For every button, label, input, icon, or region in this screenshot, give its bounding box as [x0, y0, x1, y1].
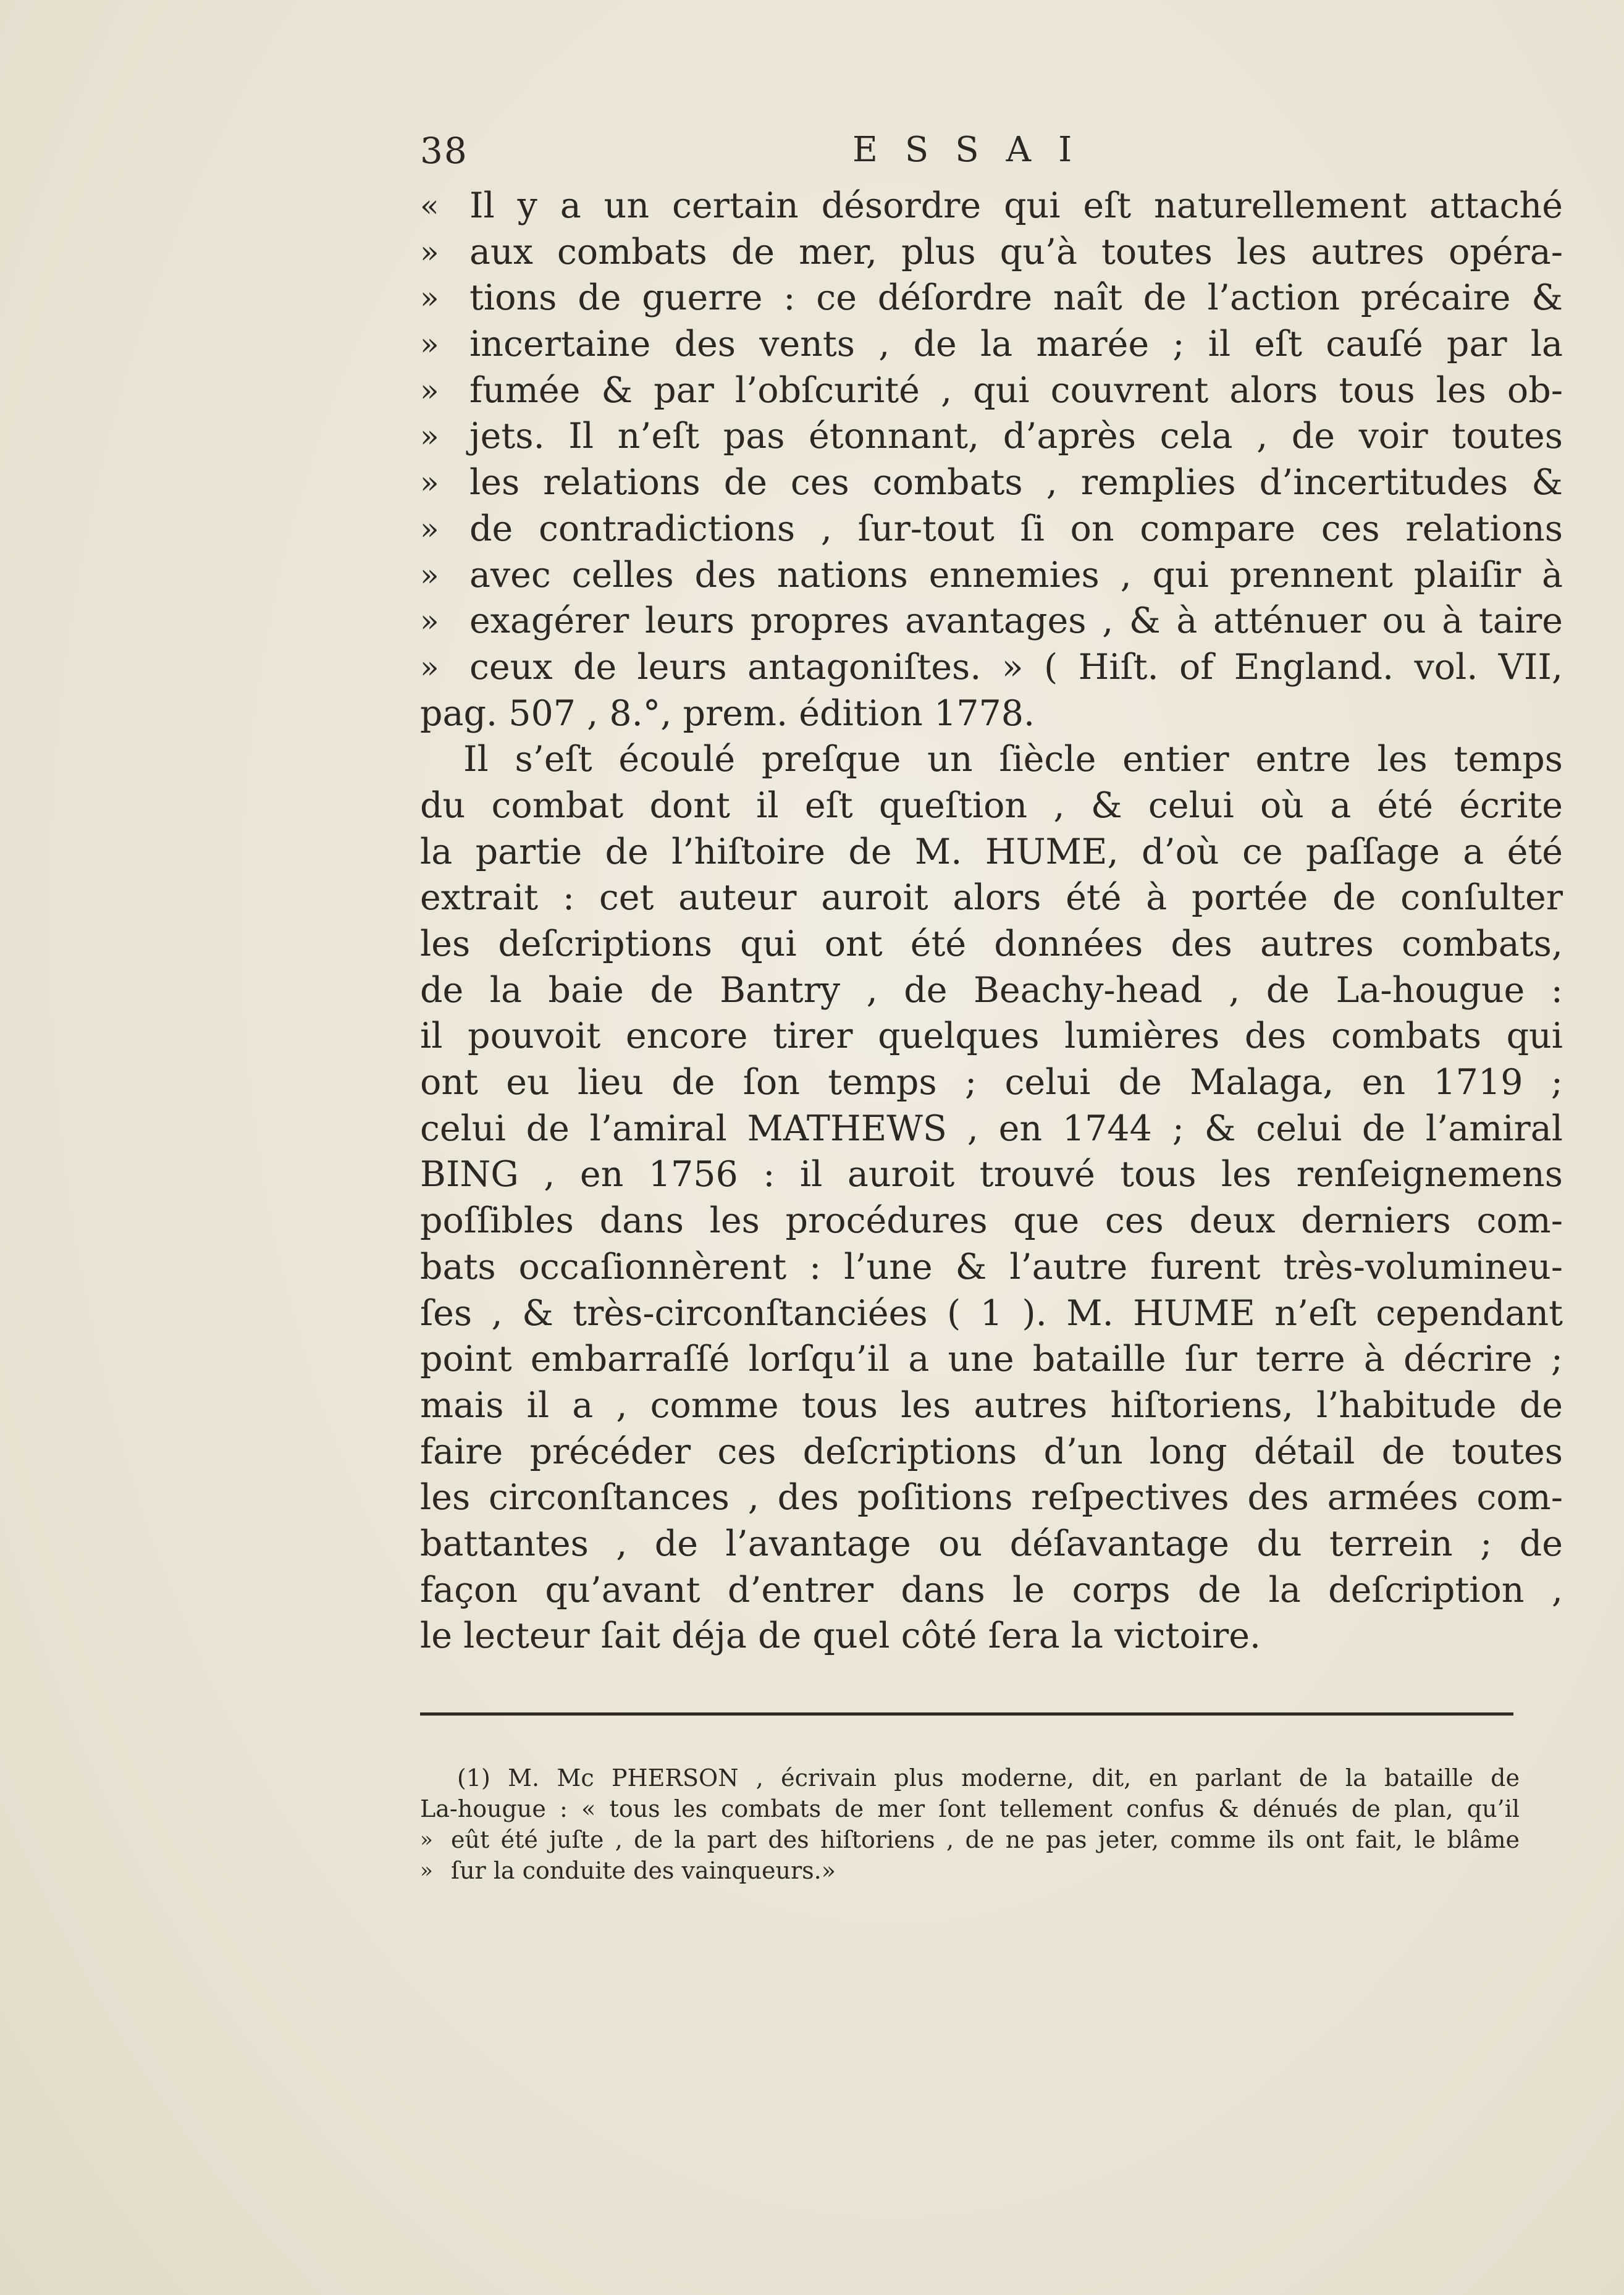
text-line — [420, 1106, 1563, 1152]
quote-text: fumée & par l’obſcurité , qui couvrent alors tous les ob- — [469, 369, 1563, 411]
text-line — [420, 644, 1563, 691]
footnote-text: ſur la conduite des vainqueurs.» — [451, 1857, 836, 1884]
quote-text: les relations de ces combats , remplies d’incertitudes & — [469, 462, 1563, 503]
quote-mark: » — [420, 465, 439, 501]
text-line — [420, 321, 1563, 368]
paragraph-text: BING , en 1756 : il auroit trouvé tous les renſeignemens — [420, 1154, 1563, 1195]
paragraph-text: poſſibles dans les procédures que ces deux derniers com- — [420, 1200, 1563, 1242]
text-line — [420, 368, 1563, 414]
footnote — [420, 1762, 1520, 1886]
text-line — [420, 1613, 1563, 1659]
text-line — [420, 1567, 1563, 1614]
text-line — [420, 1244, 1563, 1291]
text-line — [420, 1475, 1563, 1521]
text-line — [420, 783, 1563, 829]
paragraph-text: façon qu’avant d’entrer dans le corps de la deſcription , — [420, 1569, 1563, 1611]
quote-mark: » — [420, 326, 439, 363]
paragraph-text: battantes , de l’avantage ou déſavantage du terrein ; de — [420, 1523, 1563, 1564]
text-line — [420, 1013, 1563, 1059]
paragraph-text: extrait : cet auteur auroit alors été à portée de conſulter — [420, 877, 1563, 919]
paragraph-text: le lecteur ſait déja de quel côté ſera la victoire. — [420, 1615, 1261, 1657]
paragraph-text: celui de l’amiral MATHEWS , en 1744 ; & celui de l’amiral — [420, 1108, 1563, 1149]
quote-text: aux combats de mer, plus qu’à toutes les autres opéra- — [469, 231, 1563, 272]
quote-mark: » — [420, 1827, 433, 1852]
quote-text: exagérer leurs propres avantages , & à atténuer ou à taire — [469, 600, 1563, 642]
text-line — [420, 1059, 1563, 1106]
quote-mark: « — [420, 188, 439, 224]
quote-mark: » — [420, 649, 439, 685]
footnote-line — [420, 1793, 1520, 1824]
text-line — [420, 1152, 1563, 1198]
text-line — [420, 967, 1563, 1014]
footnote-line — [420, 1855, 1520, 1886]
paragraph-text: point embarraſſé lorſqu’il a une bataille ſur terre à décrire ; — [420, 1339, 1563, 1380]
text-line — [420, 1336, 1563, 1383]
quote-mark: » — [420, 372, 439, 408]
text-line — [420, 183, 1563, 229]
paragraph-text: bats occaſionnèrent : l’une & l’autre furent très-volumineu- — [420, 1246, 1563, 1287]
paragraph-text: ont eu lieu de ſon temps ; celui de Malaga, en 1719 ; — [420, 1062, 1563, 1103]
paragraph-text: les circonſtances , des poſitions reſpectives des armées com- — [420, 1477, 1563, 1518]
quote-text: avec celles des nations ennemies , qui prennent plaiſir à — [469, 554, 1563, 596]
quote-text: Il y a un certain désordre qui eſt naturellement attaché — [469, 185, 1563, 226]
text-line — [420, 829, 1563, 875]
page-number: 38 — [420, 130, 468, 172]
text-line — [420, 413, 1563, 460]
text-line — [420, 1383, 1563, 1429]
footnote-line — [420, 1762, 1520, 1793]
quote-mark: » — [420, 418, 439, 455]
text-line — [420, 875, 1563, 921]
quote-mark: » — [420, 510, 439, 547]
paragraph-text: la partie de l’hiſtoire de M. HUME, d’où ce paſſage a été — [420, 831, 1563, 872]
quote-mark: » — [420, 280, 439, 316]
quote-text: ceux de leurs antagoniſtes. » ( Hiſt. of England. vol. VII, — [469, 646, 1563, 688]
text-line — [420, 229, 1563, 276]
footnote-text: (1) M. Mc PHERSON , écrivain plus moderne, dit, en parlant de la bataille de — [457, 1764, 1520, 1792]
text-line — [420, 1198, 1563, 1244]
page-header — [420, 130, 1569, 179]
quote-mark: » — [420, 557, 439, 593]
footnote-line — [420, 1824, 1520, 1855]
quote-text: tions de guerre : ce déſordre naît de l’action précaire & — [469, 277, 1563, 319]
quote-mark: » — [420, 603, 439, 639]
quote-text: de contradictions , ſur-tout ſi on compare ces relations — [469, 508, 1563, 549]
paragraph-text: il pouvoit encore tirer quelques lumières des combats qui — [420, 1016, 1563, 1057]
paragraph-text: mais il a , comme tous les autres hiſtoriens, l’habitude de — [420, 1384, 1563, 1426]
citation-text: pag. 507 , 8.°, prem. édition 1778. — [420, 693, 1035, 734]
text-line — [420, 1429, 1563, 1475]
footnote-text: eût été juſte , de la part des hiſtoriens , de ne pas jeter, comme ils ont fait, le blâme — [451, 1826, 1520, 1853]
footnote-divider — [420, 1712, 1513, 1716]
footnote-text: La-hougue : « tous les combats de mer ſont tellement confus & dénués de plan, qu’il — [420, 1795, 1520, 1822]
quote-text: incertaine des vents , de la marée ; il eſt cauſé par la — [469, 324, 1563, 365]
body-text — [420, 183, 1563, 1659]
paragraph-text: les deſcriptions qui ont été données des autres combats, — [420, 924, 1563, 964]
text-line — [420, 275, 1563, 321]
quote-mark: » — [420, 234, 439, 270]
paragraph-text: ſes , & très-circonſtanciées ( 1 ). M. HUME n’eſt cependant — [420, 1292, 1563, 1334]
text-line — [420, 921, 1563, 967]
text-line — [420, 736, 1563, 783]
text-line — [420, 691, 1563, 737]
text-line — [420, 460, 1563, 506]
quote-mark: » — [420, 1858, 433, 1883]
text-line — [420, 506, 1563, 552]
paragraph-text: de la baie de Bantry , de Beachy-head , de La-hougue : — [420, 969, 1563, 1011]
paragraph-text: du combat dont il eſt queſtion , & celui où a été écrite — [420, 785, 1563, 826]
paragraph-text: Il s’eſt écoulé preſque un ſiècle entier entre les temps — [463, 739, 1563, 780]
quote-text: jets. Il n’eſt pas étonnant, d’après cela , de voir toutes — [469, 416, 1563, 457]
text-line — [420, 1521, 1563, 1567]
text-line — [420, 552, 1563, 599]
text-line — [420, 1291, 1563, 1337]
running-title: ESSAI — [852, 130, 1100, 170]
text-line — [420, 598, 1563, 644]
paragraph-text: faire précéder ces deſcriptions d’un long détail de toutes — [420, 1431, 1563, 1472]
